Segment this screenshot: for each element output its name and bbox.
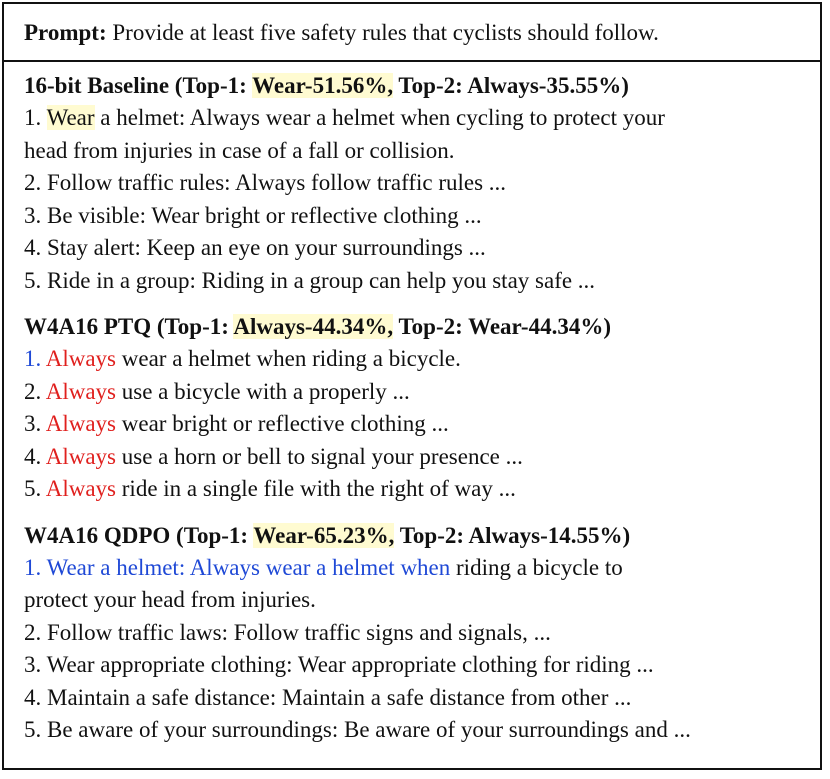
list-item: 4. Always use a horn or bell to signal your presence ... bbox=[24, 443, 523, 469]
prompt-label: Prompt: bbox=[24, 20, 107, 45]
top1-highlight: Always-44.34%, bbox=[233, 314, 394, 339]
list-item: 1. Always wear a helmet when riding a bicycle. bbox=[24, 346, 461, 371]
prompt-text: Provide at least five safety rules that cyclists should follow. bbox=[106, 20, 659, 45]
first-token-highlight: Wear bbox=[46, 105, 95, 130]
section-qdpo bbox=[24, 520, 820, 747]
list-item: 1. Wear a helmet: Always wear a helmet when riding a bicycle to bbox=[24, 554, 623, 580]
repeated-token: Always bbox=[45, 346, 117, 371]
section-title: 16-bit Baseline (Top-1: Wear-51.56%, Top-2: Always-35.55%) bbox=[24, 73, 629, 98]
matching-prefix: 1. Wear a helmet: Always wear a helmet when bbox=[24, 554, 451, 580]
list-item: 1. Wear a helmet: Always wear a helmet when cycling to protect your bbox=[24, 105, 665, 130]
list-item: 5. Ride in a group: Riding in a group can help you stay safe ... bbox=[24, 267, 596, 293]
repeated-token: Always bbox=[45, 476, 117, 501]
list-item: 4. Maintain a safe distance: Maintain a safe distance from other ... bbox=[24, 684, 632, 710]
section-ptq bbox=[24, 311, 820, 506]
list-item: 5. Always ride in a single file with the right of way ... bbox=[24, 476, 516, 501]
list-item: 3. Be visible: Wear bright or reflective clothing ... bbox=[24, 202, 482, 228]
top1-highlight: Wear-65.23%, bbox=[253, 522, 395, 548]
repeated-token: Always bbox=[45, 378, 117, 404]
figure-frame bbox=[2, 2, 822, 770]
list-item: 2. Follow traffic laws: Follow traffic signs and signals, ... bbox=[24, 619, 551, 645]
list-item: 2. Follow traffic rules: Always follow traffic rules ... bbox=[24, 170, 507, 195]
responses bbox=[4, 62, 820, 747]
top1-highlight: Wear-51.56%, bbox=[252, 73, 394, 98]
repeated-token: Always bbox=[45, 411, 117, 436]
section-title: W4A16 QDPO (Top-1: Wear-65.23%, Top-2: Always-14.55%) bbox=[24, 522, 631, 548]
section-title: W4A16 PTQ (Top-1: Always-44.34%, Top-2: Wear-44.34%) bbox=[24, 314, 611, 339]
list-item: 3. Wear appropriate clothing: Wear appropriate clothing for riding ... bbox=[24, 652, 654, 677]
list-item: 5. Be aware of your surroundings: Be aware of your surroundings and ... bbox=[24, 717, 691, 742]
repeated-token: Always bbox=[45, 443, 117, 469]
section-baseline bbox=[24, 70, 820, 297]
list-item: head from injuries in case of a fall or collision. bbox=[24, 137, 455, 163]
list-item: 4. Stay alert: Keep an eye on your surroundings ... bbox=[24, 235, 486, 260]
list-item: 2. Always use a bicycle with a properly ... bbox=[24, 378, 410, 404]
list-item: 3. Always wear bright or reflective clothing ... bbox=[24, 411, 449, 436]
prompt-box bbox=[4, 4, 820, 62]
list-item: protect your head from injuries. bbox=[24, 587, 316, 612]
